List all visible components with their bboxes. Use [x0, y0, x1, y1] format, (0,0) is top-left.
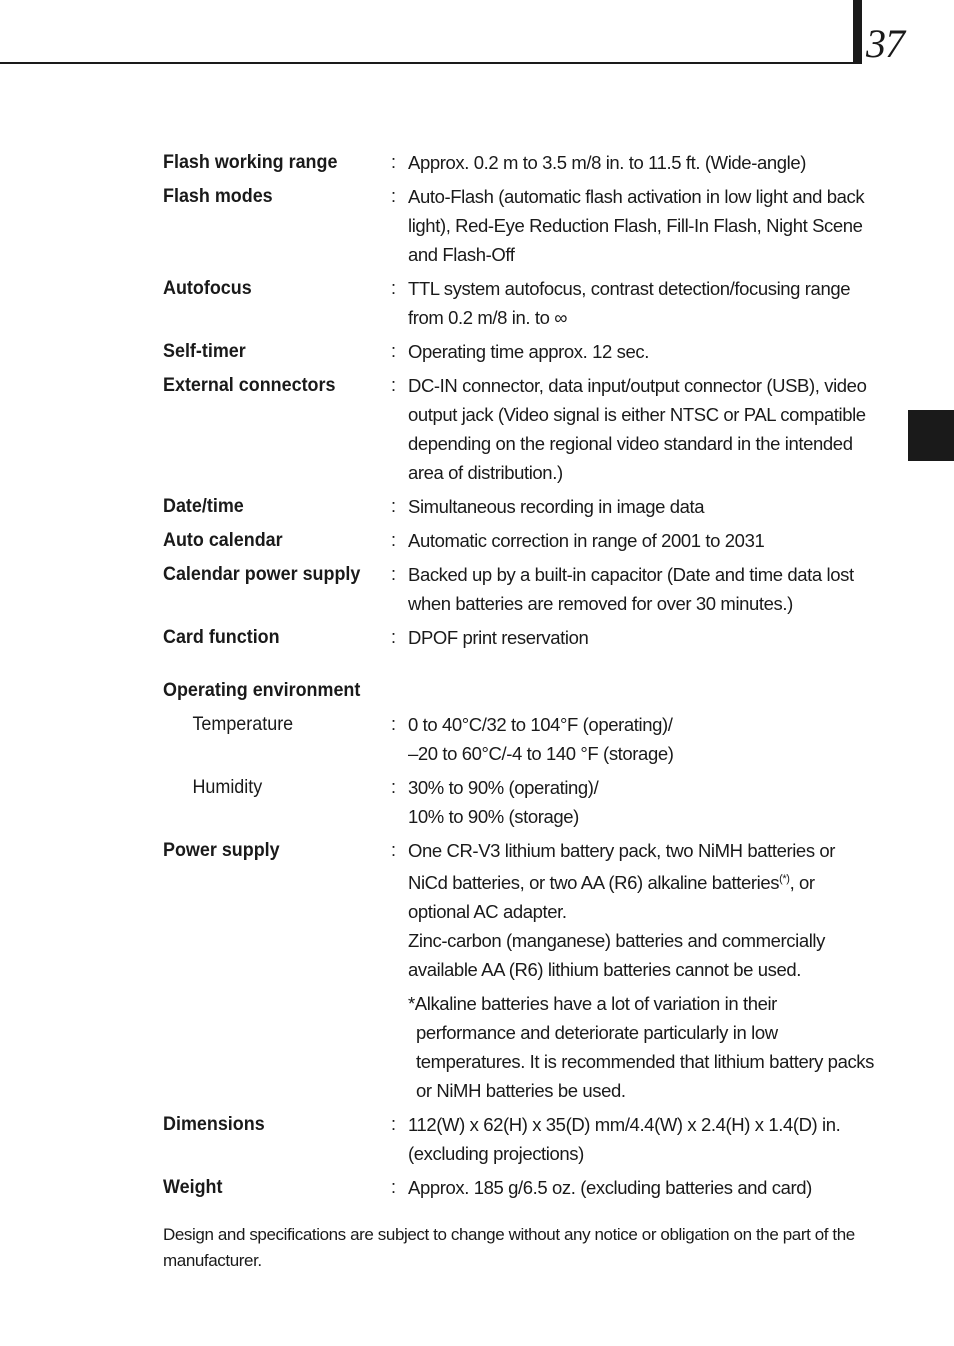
spec-value-line: light), Red-Eye Reduction Flash, Fill-In Flash, Night Scene — [408, 215, 863, 236]
spec-term: Flash modes — [163, 185, 273, 207]
header-rule — [0, 62, 858, 64]
spec-value-line: Approx. 185 g/6.5 oz. (excluding batteries and card) — [408, 1177, 812, 1198]
spec-value — [408, 1173, 883, 1202]
spec-colon: : — [391, 496, 397, 516]
spec-term: Self-timer — [163, 340, 246, 362]
spec-value-line: One CR-V3 lithium battery pack, two NiMH batteries or — [408, 840, 836, 861]
spec-value-line: 0 to 40°C/32 to 104°F (operating)/ — [408, 714, 673, 735]
spec-value — [408, 182, 883, 269]
footer-disclaimer — [163, 1222, 883, 1274]
spec-row-power-supply — [163, 836, 883, 1105]
spec-colon: : — [391, 341, 397, 361]
spec-value — [408, 623, 883, 652]
spec-row-temperature — [163, 710, 883, 768]
spec-row-weight — [163, 1173, 883, 1202]
spec-term: Power supply — [163, 839, 280, 861]
spec-value — [408, 710, 883, 768]
spec-colon: : — [391, 1177, 397, 1197]
spec-colon: : — [391, 152, 397, 172]
spec-value — [408, 148, 883, 177]
spec-value-line: 112(W) x 62(H) x 35(D) mm/4.4(W) x 2.4(H) x 1.4(D) in. — [408, 1114, 841, 1135]
spec-row — [163, 148, 883, 177]
alkaline-battery-note — [408, 989, 883, 1105]
spec-colon: : — [391, 564, 397, 584]
spec-term: Calendar power supply — [163, 563, 361, 585]
spec-value — [408, 773, 883, 831]
spec-colon: : — [391, 714, 397, 734]
spec-rows — [163, 148, 883, 652]
power-line-text: NiCd batteries, or two AA (R6) alkaline batteries — [408, 872, 780, 893]
spec-term: External connectors — [163, 374, 336, 396]
spec-term: Card function — [163, 626, 280, 648]
note-line: *Alkaline batteries have a lot of variation in their — [408, 993, 777, 1014]
spec-value-line: available AA (R6) lithium batteries cannot be used. — [408, 959, 802, 980]
spec-term: Autofocus — [163, 277, 252, 299]
spec-value-line: Simultaneous recording in image data — [408, 496, 705, 517]
footer-line: manufacturer. — [163, 1251, 262, 1270]
spec-term: Temperature — [192, 713, 294, 735]
power-line-text: , or — [789, 872, 815, 893]
spec-value — [408, 337, 883, 366]
spec-row — [163, 337, 883, 366]
spec-colon: : — [391, 627, 397, 647]
spec-value-line: when batteries are removed for over 30 minutes.) — [408, 593, 793, 614]
spec-row — [163, 623, 883, 652]
spec-value-line: DPOF print reservation — [408, 627, 589, 648]
spec-value-line: Approx. 0.2 m to 3.5 m/8 in. to 11.5 ft. (Wide-angle) — [408, 152, 806, 173]
page-number: 37 — [866, 21, 904, 66]
spec-term: Humidity — [192, 776, 263, 798]
spec-colon: : — [391, 375, 397, 395]
spec-value-line: TTL system autofocus, contrast detection/focusing range — [408, 278, 851, 299]
note-line: temperatures. It is recommended that lithium battery packs — [416, 1051, 875, 1072]
spec-term: Auto calendar — [163, 529, 283, 551]
spec-value-line: from 0.2 m/8 in. to ∞ — [408, 307, 568, 328]
spec-term: Dimensions — [163, 1113, 265, 1135]
spec-row-dimensions — [163, 1110, 883, 1168]
spec-term: Date/time — [163, 495, 244, 517]
spec-value — [408, 492, 883, 521]
section-tab-marker — [908, 410, 954, 461]
spec-row — [163, 526, 883, 555]
note-line: or NiMH batteries be used. — [416, 1080, 626, 1101]
spec-value-line: output jack (Video signal is either NTSC or PAL compatible — [408, 404, 866, 425]
spec-value — [408, 371, 883, 487]
spec-value-line: –20 to 60°C/-4 to 140 °F (storage) — [408, 743, 674, 764]
spec-value-line: 30% to 90% (operating)/ — [408, 777, 599, 798]
spec-value — [408, 836, 883, 1105]
spec-value-line: optional AC adapter. — [408, 901, 567, 922]
spec-colon: : — [391, 1114, 397, 1134]
spec-value — [408, 274, 883, 332]
specifications-list — [163, 148, 883, 1207]
spec-value — [408, 560, 883, 618]
spec-value-line: Backed up by a built-in capacitor (Date and time data lost — [408, 564, 854, 585]
spec-value-line: Zinc-carbon (manganese) batteries and commercially — [408, 930, 825, 951]
spec-row — [163, 182, 883, 269]
spec-colon: : — [391, 840, 397, 860]
footnote-marker: (*) — [779, 873, 790, 885]
spec-colon: : — [391, 530, 397, 550]
spec-value-line: Automatic correction in range of 2001 to 2031 — [408, 530, 765, 551]
footer-line: Design and specifications are subject to change without any notice or obligation on the part of the — [163, 1225, 855, 1244]
spec-value-line: and Flash-Off — [408, 244, 515, 265]
spec-value-line: Operating time approx. 12 sec. — [408, 341, 649, 362]
spec-colon: : — [391, 278, 397, 298]
note-line: performance and deteriorate particularly in low — [416, 1022, 778, 1043]
spec-row — [163, 274, 883, 332]
spec-value-line: (excluding projections) — [408, 1143, 584, 1164]
spec-value-line: DC-IN connector, data input/output connector (USB), video — [408, 375, 867, 396]
operating-environment-heading: Operating environment — [163, 679, 361, 701]
spec-row — [163, 371, 883, 487]
spec-term: Weight — [163, 1176, 223, 1198]
header-bar — [853, 0, 862, 64]
spec-row — [163, 492, 883, 521]
spec-colon: : — [391, 186, 397, 206]
spec-row-humidity — [163, 773, 883, 831]
spec-value-line: depending on the regional video standard in the intended — [408, 433, 853, 454]
spec-row — [163, 560, 883, 618]
spec-value-line: area of distribution.) — [408, 462, 563, 483]
spec-colon: : — [391, 777, 397, 797]
spec-term: Flash working range — [163, 151, 338, 173]
spec-value — [408, 1110, 883, 1168]
spec-value-line — [408, 865, 883, 897]
spec-value-line: 10% to 90% (storage) — [408, 806, 579, 827]
spec-value-line: Auto-Flash (automatic flash activation in low light and back — [408, 186, 865, 207]
spec-value — [408, 526, 883, 555]
